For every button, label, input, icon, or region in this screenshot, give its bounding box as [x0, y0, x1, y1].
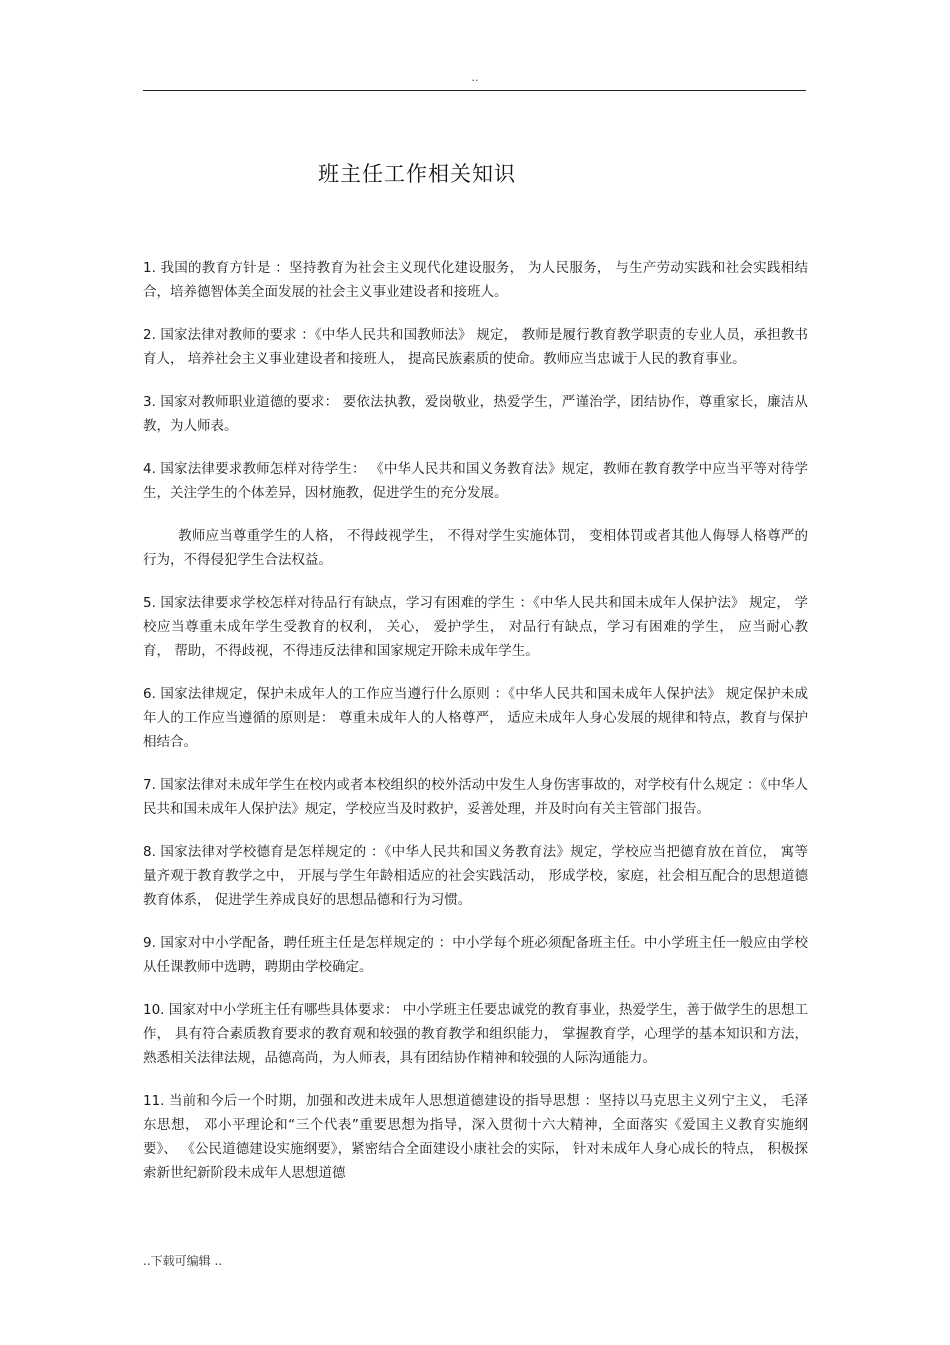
- document-body: [143, 256, 808, 1204]
- paragraph-1: 1. 我国的教育方针是 ：坚持教育为社会主义现代化建设服务， 为人民服务， 与生产劳动实践和社会实践相结合，培养德智体美全面发展的社会主义事业建设者和接班人。: [143, 260, 808, 300]
- document-title: 班主任工作相关知识: [318, 162, 516, 186]
- footer-mark: ..下载可编辑 ..: [143, 1254, 223, 1268]
- paragraph-10: 10. 国家对中小学班主任有哪些具体要求： 中小学班主任要忠诚党的教育事业，热爱学生，善于做学生的思想工作， 具有符合素质教育要求的教育观和较强的教育教学和组织能力， 掌握教育学，心理学的基本知识和方法，熟悉相关法律法规，品德高尚，为人师表，具有团结协作精神和较强的人际沟通能力。: [143, 1002, 808, 1066]
- paragraph-8: 8. 国家法律对学校德育是怎样规定的 ：《中华人民共和国义务教育法》规定，学校应当把德育放在首位， 寓等量齐观于教育教学之中， 开展与学生年龄相适应的社会实践活动， 形成学校，家庭，社会相互配合的思想道德教育体系， 促进学生养成良好的思想品德和行为习惯。: [143, 844, 808, 908]
- paragraph-4: 4. 国家法律要求教师怎样对待学生： 《中华人民共和国义务教育法》规定，教师在教育教学中应当平等对待学生，关注学生的个体差异，因材施教，促进学生的充分发展。: [143, 461, 808, 501]
- paragraph-5: 5. 国家法律要求学校怎样对待品行有缺点，学习有困难的学生 ：《中华人民共和国未成年人保护法》 规定， 学校应当尊重未成年学生受教育的权利， 关心， 爱护学生， 对品行有缺点，学习有困难的学生， 应当耐心教育， 帮助，不得歧视，不得违反法律和国家规定开除未成年学生。: [143, 595, 808, 659]
- paragraph-3: 3. 国家对教师职业道德的要求： 要依法执教，爱岗敬业，热爱学生，严谨治学，团结协作，尊重家长，廉洁从教，为人师表。: [143, 394, 808, 434]
- header-divider: [143, 90, 806, 91]
- paragraph-6: 6. 国家法律规定，保护未成年人的工作应当遵行什么原则 ：《中华人民共和国未成年人保护法》 规定保护未成年人的工作应当遵循的原则是： 尊重未成年人的人格尊严， 适应未成年人身心发展的规律和特点，教育与保护相结合。: [143, 686, 808, 750]
- header-mark: ..: [471, 71, 479, 84]
- paragraph-7: 7. 国家法律对未成年学生在校内或者本校组织的校外活动中发生人身伤害事故的，对学校有什么规定 ：《中华人民共和国未成年人保护法》规定，学校应当及时救护，妥善处理，并及时向有关主管部门报告。: [143, 777, 808, 817]
- paragraph-11: 11. 当前和今后一个时期，加强和改进未成年人思想道德建设的指导思想 ：坚持以马克思主义列宁主义， 毛泽东思想， 邓小平理论和“三个代表”重要思想为指导，深入贯彻十六大精神，全面落实《爱国主义教育实施纲要》、 《公民道德建设实施纲要》，紧密结合全面建设小康社会的实际， 针对未成年人身心成长的特点， 积极探索新世纪新阶段未成年人思想道德: [143, 1093, 808, 1181]
- paragraph-9: 9. 国家对中小学配备，聘任班主任是怎样规定的 ：中小学每个班必须配备班主任。中小学班主任一般应由学校从任课教师中选聘，聘期由学校确定。: [143, 935, 808, 975]
- paragraph-2: 2. 国家法律对教师的要求 ：《中华人民共和国教师法》 规定， 教师是履行教育教学职责的专业人员，承担教书育人， 培养社会主义事业建设者和接班人， 提高民族素质的使命。教师应当忠诚于人民的教育事业。: [143, 327, 808, 367]
- paragraph-4-continued: 教师应当尊重学生的人格， 不得歧视学生， 不得对学生实施体罚， 变相体罚或者其他人侮辱人格尊严的行为，不得侵犯学生合法权益。: [143, 528, 808, 568]
